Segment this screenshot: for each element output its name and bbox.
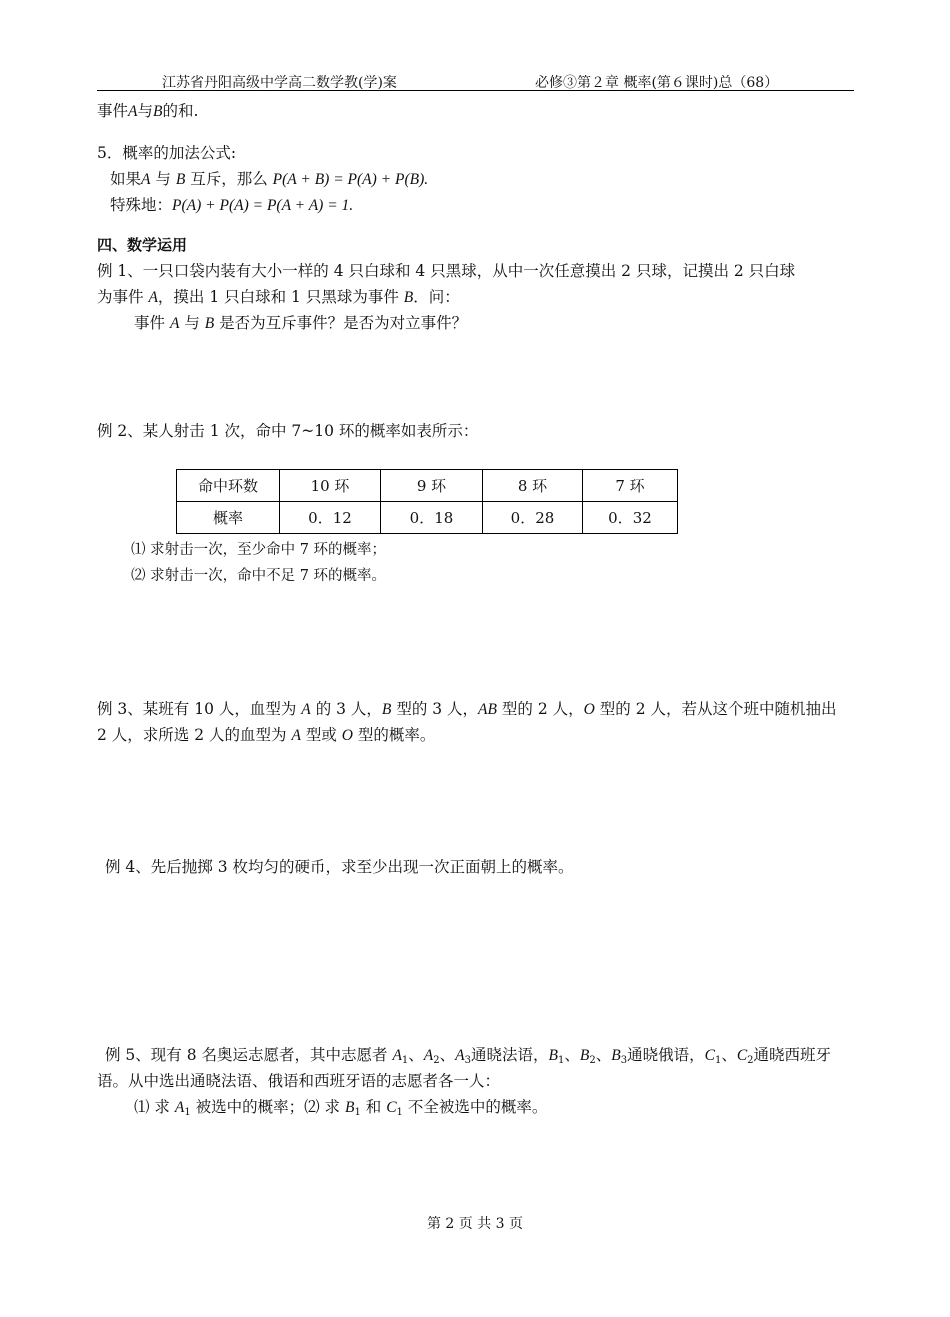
example5-questions: ⑴ 求 $A_1$ 被选中的概率；⑵ 求 $B_1$ 和 $C_1$ 不全被选中的概率。 (134, 1098, 548, 1118)
intro-line: 事件A与B的和. (97, 102, 199, 120)
example1-question: 事件 A 与 B 是否为互斥事件？是否为对立事件？ (134, 314, 468, 332)
table-cell: 命中环数 (177, 470, 280, 502)
table-cell: 10 环 (280, 470, 381, 502)
special-case-line: 特殊地：P(A) + P(A) = P(A + A) = 1. (110, 196, 354, 214)
addition-formula-line: 如果A 与 B 互斥，那么 P(A + B) = P(A) + P(B). (110, 170, 429, 188)
example1-line2: 为事件 A，摸出 1 只白球和 1 只黑球为事件 B．问： (97, 288, 460, 306)
table-cell: 0．18 (381, 502, 483, 534)
probability-table (176, 469, 678, 534)
example5-line1: 例 5、现有 8 名奥运志愿者，其中志愿者 $A_1$、$A_2$、$A_3$通晓法语，$B_1$、$B_2$、$B_3$通晓俄语，$C_1$、$C_2$通晓西班牙 (105, 1046, 832, 1066)
table-cell: 9 环 (381, 470, 483, 502)
table-row (177, 502, 678, 534)
example2-line1: 例 2、某人射击 1 次，命中 7~10 环的概率如表所示： (97, 422, 479, 440)
example4-line1: 例 4、先后抛掷 3 枚均匀的硬币，求至少出现一次正面朝上的概率。 (105, 858, 574, 876)
table-header-row (177, 470, 678, 502)
example2-question2: ⑵ 求射击一次，命中不足 7 环的概率。 (131, 568, 387, 584)
table-cell: 0．32 (583, 502, 678, 534)
table-cell: 0．28 (483, 502, 583, 534)
header-divider (97, 90, 854, 91)
table-cell: 概率 (177, 502, 280, 534)
header-right-title: 必修③第２章 概率(第６课时)总（68） (535, 75, 779, 91)
table-cell: 0．12 (280, 502, 381, 534)
section5-title: 5．概率的加法公式: (97, 144, 237, 162)
table-cell: 8 环 (483, 470, 583, 502)
example5-line2: 语。从中选出通晓法语、俄语和西班牙语的志愿者各一人： (97, 1072, 501, 1090)
page-footer: 第 2 页 共 3 页 (426, 1216, 524, 1232)
section4-title: 四、数学运用 (97, 236, 188, 254)
table-cell: 7 环 (583, 470, 678, 502)
example1-line1: 例 1、一只口袋内装有大小一样的 4 只白球和 4 只黑球，从中一次任意摸出 2 只球，记摸出 2 只白球 (97, 262, 796, 280)
example2-question1: ⑴ 求射击一次，至少命中 7 环的概率； (131, 542, 387, 558)
header-left-title: 江苏省丹阳高级中学高二数学教(学)案 (162, 75, 397, 91)
example3-line1: 例 3、某班有 10 人，血型为 A 的 3 人，B 型的 3 人，AB 型的 2 人，O 型的 2 人，若从这个班中随机抽出 (97, 700, 837, 718)
example3-line2: 2 人，求所选 2 人的血型为 A 型或 O 型的概率。 (97, 726, 436, 744)
